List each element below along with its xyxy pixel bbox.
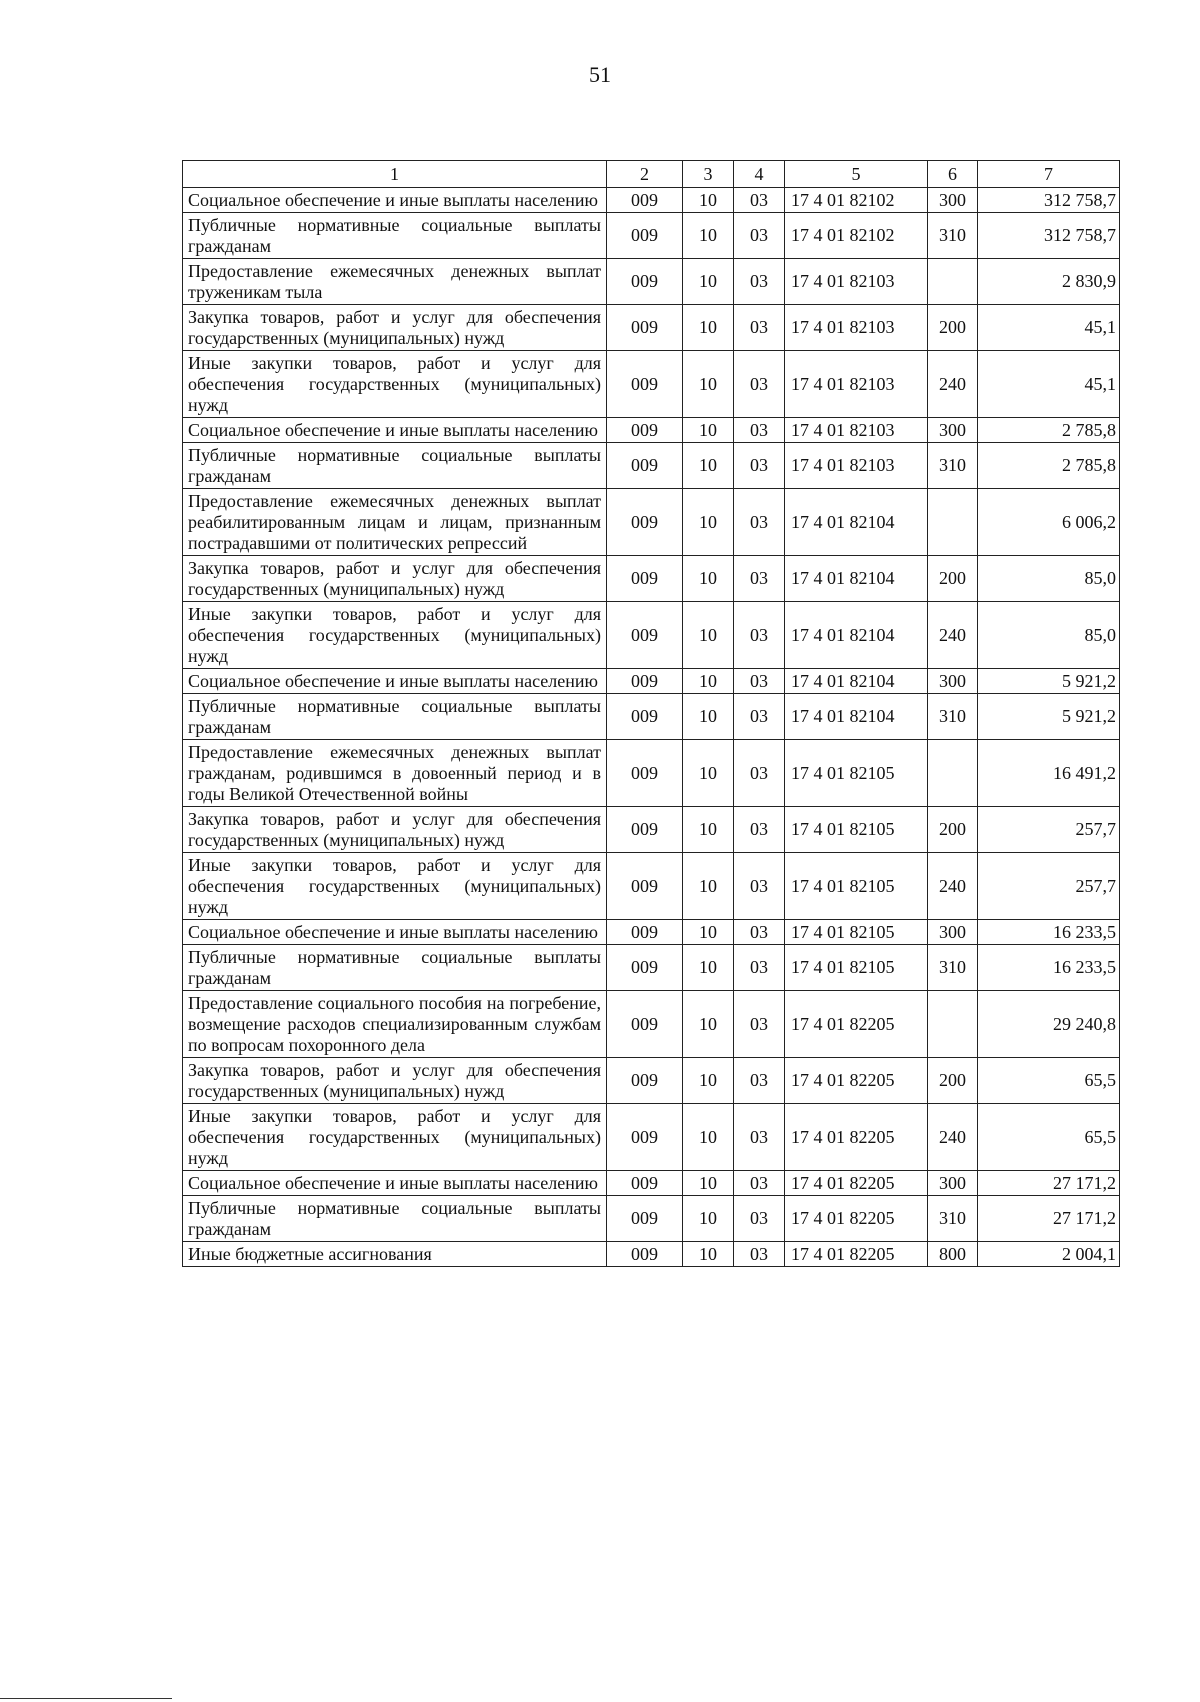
section-cell: 10 xyxy=(683,489,734,556)
item-name-cell: Иные закупки товаров, работ и услуг для обеспечения государственных (муниципальных) нужд xyxy=(183,853,607,920)
expense-type-cell: 310 xyxy=(928,694,978,740)
amount-cell: 27 171,2 xyxy=(978,1196,1120,1242)
column-header: 6 xyxy=(928,161,978,188)
item-name-cell: Публичные нормативные социальные выплаты гражданам xyxy=(183,213,607,259)
table-header-row xyxy=(183,161,1120,188)
ministry-code-cell: 009 xyxy=(607,920,683,945)
item-name-cell: Иные закупки товаров, работ и услуг для обеспечения государственных (муниципальных) нужд xyxy=(183,351,607,418)
expense-type-cell: 300 xyxy=(928,418,978,443)
target-article-cell: 17 4 01 82104 xyxy=(785,694,928,740)
item-name-cell: Иные закупки товаров, работ и услуг для обеспечения государственных (муниципальных) нужд xyxy=(183,602,607,669)
section-cell: 10 xyxy=(683,443,734,489)
item-name-cell: Закупка товаров, работ и услуг для обеспечения государственных (муниципальных) нужд xyxy=(183,556,607,602)
target-article-cell: 17 4 01 82103 xyxy=(785,259,928,305)
table-row xyxy=(183,694,1120,740)
subsection-cell: 03 xyxy=(734,740,785,807)
target-article-cell: 17 4 01 82105 xyxy=(785,853,928,920)
subsection-cell: 03 xyxy=(734,443,785,489)
amount-cell: 5 921,2 xyxy=(978,694,1120,740)
column-header: 1 xyxy=(183,161,607,188)
subsection-cell: 03 xyxy=(734,853,785,920)
expense-type-cell: 200 xyxy=(928,1058,978,1104)
target-article-cell: 17 4 01 82103 xyxy=(785,418,928,443)
ministry-code-cell: 009 xyxy=(607,694,683,740)
section-cell: 10 xyxy=(683,418,734,443)
expense-type-cell xyxy=(928,489,978,556)
subsection-cell: 03 xyxy=(734,489,785,556)
ministry-code-cell: 009 xyxy=(607,1196,683,1242)
expense-type-cell: 800 xyxy=(928,1242,978,1267)
subsection-cell: 03 xyxy=(734,305,785,351)
expense-type-cell xyxy=(928,991,978,1058)
section-cell: 10 xyxy=(683,1058,734,1104)
column-header: 7 xyxy=(978,161,1120,188)
amount-cell: 85,0 xyxy=(978,556,1120,602)
ministry-code-cell: 009 xyxy=(607,807,683,853)
subsection-cell: 03 xyxy=(734,991,785,1058)
item-name-cell: Социальное обеспечение и иные выплаты населению xyxy=(183,920,607,945)
target-article-cell: 17 4 01 82105 xyxy=(785,945,928,991)
subsection-cell: 03 xyxy=(734,602,785,669)
expense-type-cell: 300 xyxy=(928,188,978,213)
table-row xyxy=(183,807,1120,853)
subsection-cell: 03 xyxy=(734,351,785,418)
amount-cell: 2 830,9 xyxy=(978,259,1120,305)
table-row xyxy=(183,920,1120,945)
target-article-cell: 17 4 01 82103 xyxy=(785,351,928,418)
column-header: 2 xyxy=(607,161,683,188)
amount-cell: 2 004,1 xyxy=(978,1242,1120,1267)
subsection-cell: 03 xyxy=(734,945,785,991)
subsection-cell: 03 xyxy=(734,807,785,853)
item-name-cell: Иные закупки товаров, работ и услуг для обеспечения государственных (муниципальных) нужд xyxy=(183,1104,607,1171)
target-article-cell: 17 4 01 82205 xyxy=(785,1058,928,1104)
table-row xyxy=(183,602,1120,669)
item-name-cell: Социальное обеспечение и иные выплаты населению xyxy=(183,1171,607,1196)
table-row xyxy=(183,991,1120,1058)
amount-cell: 85,0 xyxy=(978,602,1120,669)
ministry-code-cell: 009 xyxy=(607,489,683,556)
table-row xyxy=(183,853,1120,920)
amount-cell: 2 785,8 xyxy=(978,443,1120,489)
target-article-cell: 17 4 01 82205 xyxy=(785,1171,928,1196)
target-article-cell: 17 4 01 82102 xyxy=(785,188,928,213)
subsection-cell: 03 xyxy=(734,556,785,602)
subsection-cell: 03 xyxy=(734,213,785,259)
item-name-cell: Закупка товаров, работ и услуг для обеспечения государственных (муниципальных) нужд xyxy=(183,1058,607,1104)
amount-cell: 6 006,2 xyxy=(978,489,1120,556)
footer-rule xyxy=(0,1698,172,1699)
item-name-cell: Социальное обеспечение и иные выплаты населению xyxy=(183,418,607,443)
item-name-cell: Предоставление ежемесячных денежных выплат труженикам тыла xyxy=(183,259,607,305)
subsection-cell: 03 xyxy=(734,1242,785,1267)
subsection-cell: 03 xyxy=(734,418,785,443)
section-cell: 10 xyxy=(683,259,734,305)
expense-type-cell: 310 xyxy=(928,1196,978,1242)
table-row xyxy=(183,213,1120,259)
item-name-cell: Социальное обеспечение и иные выплаты населению xyxy=(183,188,607,213)
item-name-cell: Публичные нормативные социальные выплаты гражданам xyxy=(183,443,607,489)
item-name-cell: Закупка товаров, работ и услуг для обеспечения государственных (муниципальных) нужд xyxy=(183,305,607,351)
section-cell: 10 xyxy=(683,1104,734,1171)
section-cell: 10 xyxy=(683,188,734,213)
ministry-code-cell: 009 xyxy=(607,1104,683,1171)
subsection-cell: 03 xyxy=(734,694,785,740)
item-name-cell: Закупка товаров, работ и услуг для обеспечения государственных (муниципальных) нужд xyxy=(183,807,607,853)
amount-cell: 16 491,2 xyxy=(978,740,1120,807)
item-name-cell: Предоставление ежемесячных денежных выплат гражданам, родившимся в довоенный период и в годы Великой Отечественной войны xyxy=(183,740,607,807)
section-cell: 10 xyxy=(683,669,734,694)
column-header: 4 xyxy=(734,161,785,188)
target-article-cell: 17 4 01 82104 xyxy=(785,556,928,602)
amount-cell: 257,7 xyxy=(978,853,1120,920)
table-row xyxy=(183,351,1120,418)
expense-type-cell: 300 xyxy=(928,1171,978,1196)
amount-cell: 312 758,7 xyxy=(978,213,1120,259)
subsection-cell: 03 xyxy=(734,259,785,305)
subsection-cell: 03 xyxy=(734,669,785,694)
expense-type-cell: 310 xyxy=(928,945,978,991)
target-article-cell: 17 4 01 82205 xyxy=(785,1196,928,1242)
section-cell: 10 xyxy=(683,1196,734,1242)
target-article-cell: 17 4 01 82104 xyxy=(785,602,928,669)
table-row xyxy=(183,1058,1120,1104)
ministry-code-cell: 009 xyxy=(607,1058,683,1104)
section-cell: 10 xyxy=(683,556,734,602)
subsection-cell: 03 xyxy=(734,1196,785,1242)
subsection-cell: 03 xyxy=(734,920,785,945)
target-article-cell: 17 4 01 82104 xyxy=(785,489,928,556)
amount-cell: 312 758,7 xyxy=(978,188,1120,213)
ministry-code-cell: 009 xyxy=(607,418,683,443)
amount-cell: 16 233,5 xyxy=(978,920,1120,945)
amount-cell: 65,5 xyxy=(978,1058,1120,1104)
expense-type-cell: 240 xyxy=(928,1104,978,1171)
amount-cell: 65,5 xyxy=(978,1104,1120,1171)
table-row xyxy=(183,1104,1120,1171)
expense-type-cell: 300 xyxy=(928,920,978,945)
section-cell: 10 xyxy=(683,305,734,351)
ministry-code-cell: 009 xyxy=(607,213,683,259)
ministry-code-cell: 009 xyxy=(607,1171,683,1196)
table-body xyxy=(183,161,1120,1267)
table-row xyxy=(183,556,1120,602)
ministry-code-cell: 009 xyxy=(607,188,683,213)
expense-type-cell: 310 xyxy=(928,213,978,259)
section-cell: 10 xyxy=(683,1242,734,1267)
ministry-code-cell: 009 xyxy=(607,351,683,418)
target-article-cell: 17 4 01 82205 xyxy=(785,991,928,1058)
item-name-cell: Социальное обеспечение и иные выплаты населению xyxy=(183,669,607,694)
section-cell: 10 xyxy=(683,740,734,807)
expense-type-cell: 240 xyxy=(928,853,978,920)
table-row xyxy=(183,305,1120,351)
section-cell: 10 xyxy=(683,945,734,991)
table-row xyxy=(183,489,1120,556)
section-cell: 10 xyxy=(683,694,734,740)
section-cell: 10 xyxy=(683,1171,734,1196)
target-article-cell: 17 4 01 82205 xyxy=(785,1104,928,1171)
ministry-code-cell: 009 xyxy=(607,602,683,669)
expense-type-cell: 200 xyxy=(928,807,978,853)
ministry-code-cell: 009 xyxy=(607,991,683,1058)
table-row xyxy=(183,1196,1120,1242)
table-row xyxy=(183,740,1120,807)
expense-type-cell xyxy=(928,740,978,807)
item-name-cell: Предоставление ежемесячных денежных выплат реабилитированным лицам и лицам, признанным пострадавшими от политических репрессий xyxy=(183,489,607,556)
target-article-cell: 17 4 01 82205 xyxy=(785,1242,928,1267)
section-cell: 10 xyxy=(683,807,734,853)
table-row xyxy=(183,418,1120,443)
item-name-cell: Предоставление социального пособия на погребение, возмещение расходов специализированным службам по вопросам похоронного дела xyxy=(183,991,607,1058)
table-row xyxy=(183,669,1120,694)
table-row xyxy=(183,443,1120,489)
section-cell: 10 xyxy=(683,602,734,669)
amount-cell: 45,1 xyxy=(978,305,1120,351)
item-name-cell: Публичные нормативные социальные выплаты гражданам xyxy=(183,694,607,740)
table-row xyxy=(183,945,1120,991)
ministry-code-cell: 009 xyxy=(607,259,683,305)
target-article-cell: 17 4 01 82105 xyxy=(785,920,928,945)
ministry-code-cell: 009 xyxy=(607,669,683,694)
subsection-cell: 03 xyxy=(734,1058,785,1104)
section-cell: 10 xyxy=(683,920,734,945)
amount-cell: 29 240,8 xyxy=(978,991,1120,1058)
expense-type-cell: 240 xyxy=(928,602,978,669)
expense-type-cell: 310 xyxy=(928,443,978,489)
ministry-code-cell: 009 xyxy=(607,556,683,602)
amount-cell: 16 233,5 xyxy=(978,945,1120,991)
table-row xyxy=(183,1242,1120,1267)
item-name-cell: Иные бюджетные ассигнования xyxy=(183,1242,607,1267)
ministry-code-cell: 009 xyxy=(607,443,683,489)
page-number: 51 xyxy=(589,62,611,87)
expense-type-cell: 240 xyxy=(928,351,978,418)
budget-table xyxy=(182,160,1120,1267)
target-article-cell: 17 4 01 82102 xyxy=(785,213,928,259)
amount-cell: 2 785,8 xyxy=(978,418,1120,443)
expense-type-cell xyxy=(928,259,978,305)
target-article-cell: 17 4 01 82103 xyxy=(785,443,928,489)
subsection-cell: 03 xyxy=(734,1171,785,1196)
section-cell: 10 xyxy=(683,213,734,259)
ministry-code-cell: 009 xyxy=(607,305,683,351)
item-name-cell: Публичные нормативные социальные выплаты гражданам xyxy=(183,1196,607,1242)
target-article-cell: 17 4 01 82105 xyxy=(785,740,928,807)
amount-cell: 5 921,2 xyxy=(978,669,1120,694)
amount-cell: 27 171,2 xyxy=(978,1171,1120,1196)
expense-type-cell: 300 xyxy=(928,669,978,694)
item-name-cell: Публичные нормативные социальные выплаты гражданам xyxy=(183,945,607,991)
subsection-cell: 03 xyxy=(734,1104,785,1171)
table-row xyxy=(183,259,1120,305)
ministry-code-cell: 009 xyxy=(607,1242,683,1267)
section-cell: 10 xyxy=(683,991,734,1058)
section-cell: 10 xyxy=(683,351,734,418)
section-cell: 10 xyxy=(683,853,734,920)
table-row xyxy=(183,1171,1120,1196)
column-header: 5 xyxy=(785,161,928,188)
amount-cell: 257,7 xyxy=(978,807,1120,853)
expense-type-cell: 200 xyxy=(928,556,978,602)
expense-type-cell: 200 xyxy=(928,305,978,351)
column-header: 3 xyxy=(683,161,734,188)
amount-cell: 45,1 xyxy=(978,351,1120,418)
ministry-code-cell: 009 xyxy=(607,945,683,991)
table-row xyxy=(183,188,1120,213)
ministry-code-cell: 009 xyxy=(607,740,683,807)
target-article-cell: 17 4 01 82105 xyxy=(785,807,928,853)
target-article-cell: 17 4 01 82104 xyxy=(785,669,928,694)
ministry-code-cell: 009 xyxy=(607,853,683,920)
subsection-cell: 03 xyxy=(734,188,785,213)
target-article-cell: 17 4 01 82103 xyxy=(785,305,928,351)
